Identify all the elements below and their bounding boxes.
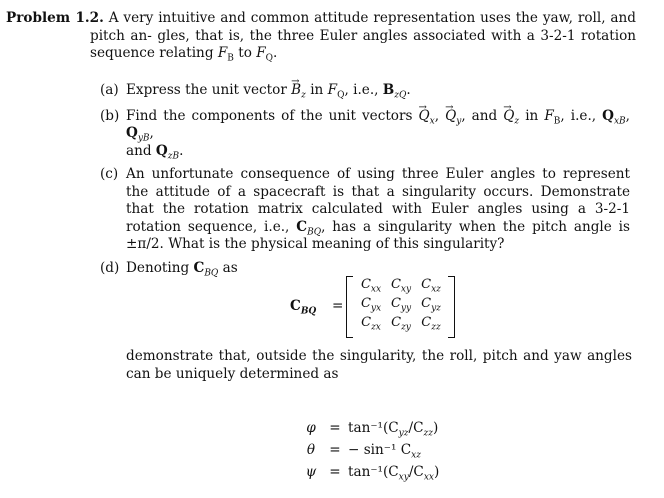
equation-lhs: ψ bbox=[305, 464, 317, 481]
matrix-cell: $C_{yz}$ bbox=[421, 296, 441, 314]
equation-relation: = bbox=[329, 442, 341, 459]
problem-intro: Problem 1.2. A very intuitive and common attitude representation uses the yaw, roll, and pitch an- gles, that is, the three Euler angles associated with a 3-2-1 rotation sequence relating $F_B$ to $F_Q$. bbox=[6, 10, 637, 64]
problem-statement bbox=[6, 10, 636, 63]
part-d: (d) Denoting $C_{BQ}$ as bbox=[100, 259, 238, 279]
matrix-cell: $C_{zx}$ bbox=[361, 315, 381, 333]
part-label: (a) bbox=[100, 82, 119, 98]
equation-rhs: $\tan^{-1}(C_{yz}/C_{zz})$ bbox=[348, 420, 439, 439]
equation-row bbox=[300, 462, 488, 484]
matrix-cell: $C_{yx}$ bbox=[360, 296, 382, 314]
matrix-cell: $C_{xy}$ bbox=[390, 277, 412, 295]
equation-row bbox=[300, 440, 488, 462]
matrix-equals: = bbox=[332, 298, 344, 314]
closing-text: demonstrate that, outside the singularity, the roll, pitch and yaw angles can be uniquely determined as bbox=[126, 348, 632, 382]
part-b: (b) Find the components of the unit vectors → $Q_x$, → $Q_y$, and → $Q_z$ in $F_B$, i.e., $Q_{xB}$, $Q_{yB}$, and $Q_{zB}$. bbox=[100, 108, 630, 161]
equation-relation: = bbox=[329, 420, 341, 437]
matrix-cell: $C_{yy}$ bbox=[390, 296, 412, 314]
matrix-cell: $C_{zz}$ bbox=[421, 315, 441, 333]
equation-row bbox=[300, 418, 488, 440]
part-label: (b) bbox=[100, 107, 120, 124]
matrix-cell: $C_{zy}$ bbox=[391, 315, 411, 333]
part-c: (c) An unfortunate consequence of using three Euler angles to represent the attitude of a spacecraft is that a singularity occurs. Demonstrate that the rotation matrix calculated with Euler angles using a 3-2-1 rotation sequence, i.e., $C_{BQ}$, has a singularity when the pitch angle is ±π/2. What is the physical meaning of this singularity? bbox=[100, 166, 630, 252]
equation-rhs: $\tan^{-1}(C_{xy}/C_{xx})$ bbox=[348, 464, 440, 483]
equation-rhs: − sin⁻¹ $C_{xz}$ bbox=[348, 442, 421, 461]
problem-parts bbox=[100, 82, 630, 283]
part-a: (a) Express the unit vector → $B_z$ in $F_Q$, i.e., $B_{zQ}$. bbox=[100, 82, 630, 100]
matrix-label: $C_{BQ}$ bbox=[290, 298, 317, 317]
problem-number: Problem 1.2. bbox=[6, 10, 104, 26]
equation-relation: = bbox=[329, 464, 341, 481]
euler-equations bbox=[300, 418, 488, 484]
equation-lhs: φ bbox=[306, 420, 316, 437]
part-label: (d) bbox=[100, 259, 120, 276]
left-bracket bbox=[346, 276, 353, 338]
matrix-cell: $C_{xz}$ bbox=[421, 277, 441, 295]
matrix-grid bbox=[356, 276, 446, 333]
matrix-cell: $C_{xx}$ bbox=[360, 277, 382, 295]
right-bracket bbox=[448, 276, 455, 338]
equation-lhs: θ bbox=[306, 442, 316, 459]
part-label: (c) bbox=[100, 166, 119, 182]
